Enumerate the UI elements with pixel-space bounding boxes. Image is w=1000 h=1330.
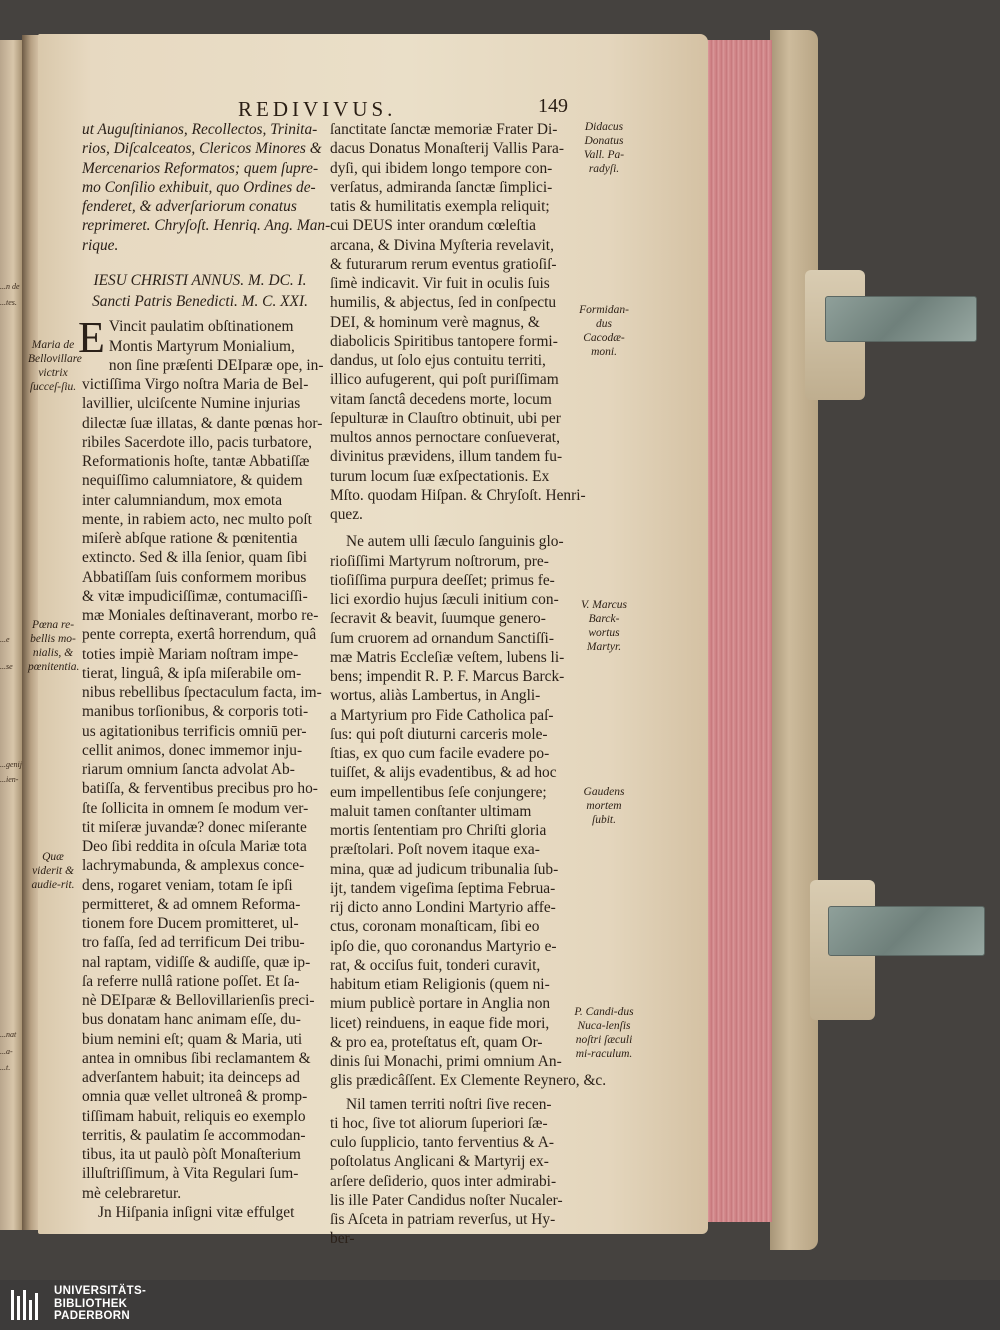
text-line: lis ille Pater Candidus noſter Nucaler- (330, 1191, 563, 1209)
text-line: a Martyrium pro Fide Catholica paſ- (330, 706, 554, 724)
text-line: rat, & occiſus fuit, tonderi curavit, (330, 956, 541, 974)
text-line: maluit tamen conſtanter ultimam (330, 802, 532, 820)
year-heading: IESU CHRISTI ANNUS. M. DC. I. (93, 271, 307, 289)
text-line: pente correpta, exertâ horrendum, quâ (82, 626, 317, 644)
text-line: ut Auguſtinianos, Recollectos, Trinita- (82, 121, 318, 138)
text-line: lavillier, ulciſcente Numine injurias (82, 395, 301, 413)
text-line: quez. (330, 506, 363, 523)
text-line: nibus rebellibus ſpectaculum facta, im- (82, 684, 322, 701)
text-line: ſtias, ex quo cum facile evadere po- (330, 745, 550, 762)
text-line: ctus, coronam monaſticam, ſibi eo (330, 918, 540, 936)
text-line: verſatus, admiranda ſanctæ ſimplici- (330, 178, 553, 196)
text-line: ſecravit & beavit, ſuumque genero- (330, 610, 546, 628)
text-line: mè celebraretur. (82, 1184, 182, 1202)
logo-line: BIBLIOTHEK (54, 1297, 128, 1310)
left-page-fragment: ...n de (0, 282, 20, 291)
drop-cap: E (78, 313, 105, 363)
text-line: ſimè indicavit. Vir fuit in oculis ſuis (330, 275, 550, 292)
text-line: multos annos pernoctare conſueverat, (330, 429, 560, 446)
text-line: fenderet, & adverſariorum conatus (82, 198, 297, 215)
year-subheading: Sancti Patris Benedicti. M. C. XXI. (92, 293, 308, 310)
text-line: Montis Martyrum Monialium, (108, 337, 295, 355)
text-line: mium publicè portare in Anglia non (330, 995, 551, 1013)
text-line: glis prædicâſſent. Ex Clemente Reynero, &c. (330, 1072, 607, 1090)
text-line: mæ Matris Eccleſiæ veſtem, lubens li- (330, 648, 565, 666)
text-line: rique. (82, 236, 119, 254)
left-page-fragment: ...genij (0, 760, 22, 769)
text-line: illuſtriſſimum, à Vita Regulari ſum- (82, 1165, 299, 1183)
text-line: tiſſimam habuit, reliquis eo exemplo (82, 1107, 306, 1125)
text-line: ber- (330, 1230, 355, 1248)
text-line: tionem fore Ducem promitteret, ul- (82, 915, 299, 932)
text-line: Vincit paulatim obſtinationem (108, 318, 294, 336)
text-line: reprimeret. Chryſoſt. Henriq. Ang. Man- (82, 217, 331, 235)
main-paragraph (78, 313, 324, 1203)
text-line: & pro ea, proteſtatus eſt, quam Or- (330, 1033, 543, 1051)
text-line: divinitus prævidens, illum tandem fu- (330, 448, 563, 466)
left-text-column (78, 120, 331, 1222)
text-line: arſere deſiderio, quos inter admirabi- (330, 1172, 557, 1190)
text-line: Deo ſibi reddita in oſcula Mariæ tota (82, 838, 307, 855)
text-line: rios, Diſcalceatos, Clericos Minores & (82, 140, 322, 158)
text-line: us agitationibus terrificis omniū per- (82, 722, 307, 740)
text-line: rij dicto anno Londini Martyrio affe- (330, 899, 556, 916)
text-line: mente, in rabiem acto, nec multo poſt (82, 510, 312, 528)
text-line: licet) reinduens, in eaque fide mori, (330, 1014, 550, 1032)
text-line: præſtolari. Poſt novem itaque exa- (330, 841, 540, 859)
text-line: ribiles Sacerdote illo, pacis turbatore, (82, 433, 312, 451)
text-line: cui DEUS inter orandum cœleſtia (330, 217, 537, 235)
text-line: inter calumniandum, mox emota (82, 491, 283, 509)
text-line: non ſine præſenti DEIparæ ope, in- (108, 356, 324, 374)
text-line: & vitæ impudiciſſimæ, contumaciſſi- (82, 587, 308, 605)
text-line: nequiſſimo calumniatore, & quidem (82, 472, 303, 490)
text-line: tro faſſa, ſed ad terrificum Dei tribu- (82, 934, 305, 952)
text-line: bium nemini eſt; quam & Maria, uti (82, 1030, 303, 1048)
text-line: Mercenarios Reformatos; quem ſupre- (82, 159, 319, 177)
left-page-fragment: ...ien- (0, 775, 19, 784)
text-line: & futurarum rerum eventus gratioſiſ- (330, 255, 557, 273)
left-page-fragment: ...tes. (0, 298, 17, 307)
text-line: batiſſa, & ferventibus precibus pro ho- (82, 780, 318, 798)
text-line: dilectæ ſuæ illatas, & dante pœnas hor- (82, 414, 323, 432)
text-line: Reformationis hoſte, tantæ Abbatiſſæ (82, 453, 310, 470)
left-page-fragment: ...e (0, 635, 10, 644)
library-logo-bar (0, 1280, 1000, 1330)
left-page-fragment: ...t. (0, 1063, 11, 1072)
text-line: mo Conſilio exhibuit, quo Ordines de- (82, 178, 316, 196)
text-line: tatis & humilitatis exempla reliquit; (330, 198, 550, 215)
logo-line: UNIVERSITÄTS- (54, 1285, 147, 1297)
text-line: permitteret, & ad omnem Reforma- (82, 895, 301, 913)
text-line: dens, rogaret veniam, totam ſe ipſi (82, 876, 293, 894)
text-line: victiſſima Virgo noſtra Maria de Bel- (82, 376, 309, 393)
text-line: mina, quæ ad judicum tribunalia ſub- (330, 860, 559, 878)
text-line: nè DEIparæ & Bellovillarienſis preci- (82, 992, 315, 1009)
text-line: tierat, linguâ, & ipſa miſerabile om- (82, 664, 302, 682)
text-line: bens; impendit R. P. F. Marcus Barck- (330, 668, 565, 685)
text-line: tit miſeræ juvandæ? donec miſerante (82, 818, 307, 836)
text-line: poſtolatus Anglicani & Martyrij ex- (330, 1153, 549, 1171)
text-line: rioſiſſimi Martyrum noſtrorum, pre- (330, 552, 549, 570)
margin-note: Didacus Donatus Vall. Pa-radyſi. (583, 121, 625, 175)
text-line: eum impellentibus ſeſe conjungere; (330, 783, 547, 801)
text-line: DEI, & hominum verè magnus, & (330, 313, 540, 331)
paragraph-candidus (330, 1095, 568, 1249)
text-line: manibus torſionibus, & corporis toti- (82, 703, 309, 721)
text-line: lici exordio hujus ſæculi initium con- (330, 591, 559, 608)
left-page-fragment: ...nat (0, 1030, 17, 1039)
running-title: REDIVIVUS. (238, 97, 397, 121)
text-line: adverſantem habuit; ita deinceps ad (82, 1069, 300, 1086)
text-line: Mſto. quodam Hiſpan. & Chryſoſt. Henri- (330, 486, 586, 504)
text-line: Ne autem ulli ſæculo ſanguinis glo- (346, 533, 564, 551)
text-line: ſepulturæ in Clauſtro obtinuit, ubi per (330, 409, 561, 427)
text-line: extincto. Sed & illa ſenior, quam ſibi (82, 549, 308, 567)
book-cover-board (770, 30, 818, 1250)
text-line: mæ Moniales deſtinaverant, morbo re- (82, 607, 319, 624)
paragraph-didacus (330, 120, 586, 524)
text-line: toties impiè Mariam noſtram impe- (82, 645, 299, 663)
text-line: territis, & paulatim ſe accommodan- (82, 1126, 306, 1144)
text-line: lachrymabunda, & amplexus conce- (82, 857, 305, 875)
text-line: tioſiſſima purpura deeſſet; primus fe- (330, 571, 555, 589)
text-line: dyſi, qui ibidem longo tempore con- (330, 159, 553, 177)
left-page-fragment: ...se (0, 662, 13, 671)
text-line: dandus, ut ſolo ejus contuitu territi, (330, 352, 546, 369)
text-line: wortus, aliàs Lambertus, in Angli- (330, 687, 541, 705)
text-line: illico aufugerent, qui poſt puriſſimam (330, 371, 559, 389)
text-line: arcana, & Divina Myſteria revelavit, (330, 236, 554, 254)
red-fore-edge (700, 40, 772, 1222)
margin-note: Quæ viderit & audie-rit. (31, 851, 75, 891)
text-line: nal raptam, vidiſſe & audiſſe, quæ ip- (82, 953, 311, 971)
text-line: diabolicis Spiritibus tantopere formi- (330, 332, 558, 350)
text-line: cellit animos, donec immemor inju- (82, 741, 303, 759)
text-line: ſte ſollicita in omnem ſe modum ver- (82, 799, 309, 817)
text-line: habitum etiam Religionis (quem ni- (330, 976, 550, 993)
margin-note: Formidan-dus Cacodæ-moni. (579, 304, 629, 358)
text-line: ſanctitate ſanctæ memoriæ Frater Di- (330, 121, 558, 138)
text-line: dinis ſui Monachi, primi omnium An- (330, 1053, 562, 1070)
intro-paragraph (82, 120, 331, 255)
margin-note: V. Marcus Barck-wortus Martyr. (581, 599, 627, 653)
library-logo-text (54, 1285, 146, 1323)
text-line: tuiſſet, & alijs evadentibus, & ad hoc (330, 764, 557, 782)
last-line: Jn Hiſpania inſigni vitæ effulget (98, 1203, 295, 1221)
text-line: ti hoc, ſive tot aliorum ſuperiori ſæ- (330, 1114, 548, 1132)
text-line: culo ſupplicio, tanto ferventius & A- (330, 1134, 554, 1151)
text-line: bus donatam hanc animam eſſe, du- (82, 1011, 301, 1029)
text-line: miſerè abſque ratione & pœnitentia (82, 530, 298, 547)
text-line: ſus: qui poſt diuturni carceris mole- (330, 725, 548, 743)
text-line: Nil tamen territi noſtri ſive recen- (346, 1095, 552, 1113)
text-line: omnia quæ vellet ultroneâ & promp- (82, 1088, 308, 1106)
text-line: vitam ſanctâ decedens morte, locum (330, 390, 552, 408)
text-line: humilis, & abjectus, ſed in conſpectu (330, 294, 557, 312)
margin-note: Pœna re-bellis mo-nialis, & pœnitentia. (28, 619, 80, 673)
text-line: Abbatiſſam ſuis conformem moribus (82, 568, 307, 586)
text-line: riarum omnium ſancta advolat Ab- (82, 761, 295, 778)
text-line: antea in omnibus ſibi reclamantem & (82, 1049, 311, 1067)
margin-note: Maria de Bellovillare victrix ſucceſ-ſiu. (28, 339, 82, 393)
text-line: dacus Donatus Monaſterij Vallis Para- (330, 140, 564, 158)
text-line: ſa referre nullâ ratione poſſet. Et ſa- (82, 972, 300, 990)
margin-note: P. Candi-dus Nuca-lenſis noſtri ſæculi mi-raculum. (574, 1006, 634, 1060)
left-page-fragment: ...a- (0, 1047, 13, 1056)
text-line: tibus, ita ut paulò pòſt Monaſterium (82, 1146, 301, 1163)
margin-note: Gaudens mortem ſubit. (583, 786, 625, 826)
library-logo-icon (10, 1288, 44, 1322)
text-line: ipſo die, quo coronandus Martyrio e- (330, 937, 557, 955)
text-line: ſum cruorem ad ornandum Sanctiſſi- (330, 629, 554, 647)
text-line: ijt, tandem vigeſima ſeptima Februa- (330, 879, 556, 897)
page-number: 149 (538, 95, 568, 117)
logo-line: PADERBORN (54, 1310, 130, 1322)
text-line: turum locum ſuæ exſpectationis. Ex (330, 467, 550, 485)
text-line: ſis Aſceta in patriam reverſus, ut Hy- (330, 1211, 556, 1228)
text-line: mortis ſententiam pro Chriſti gloria (330, 822, 547, 839)
